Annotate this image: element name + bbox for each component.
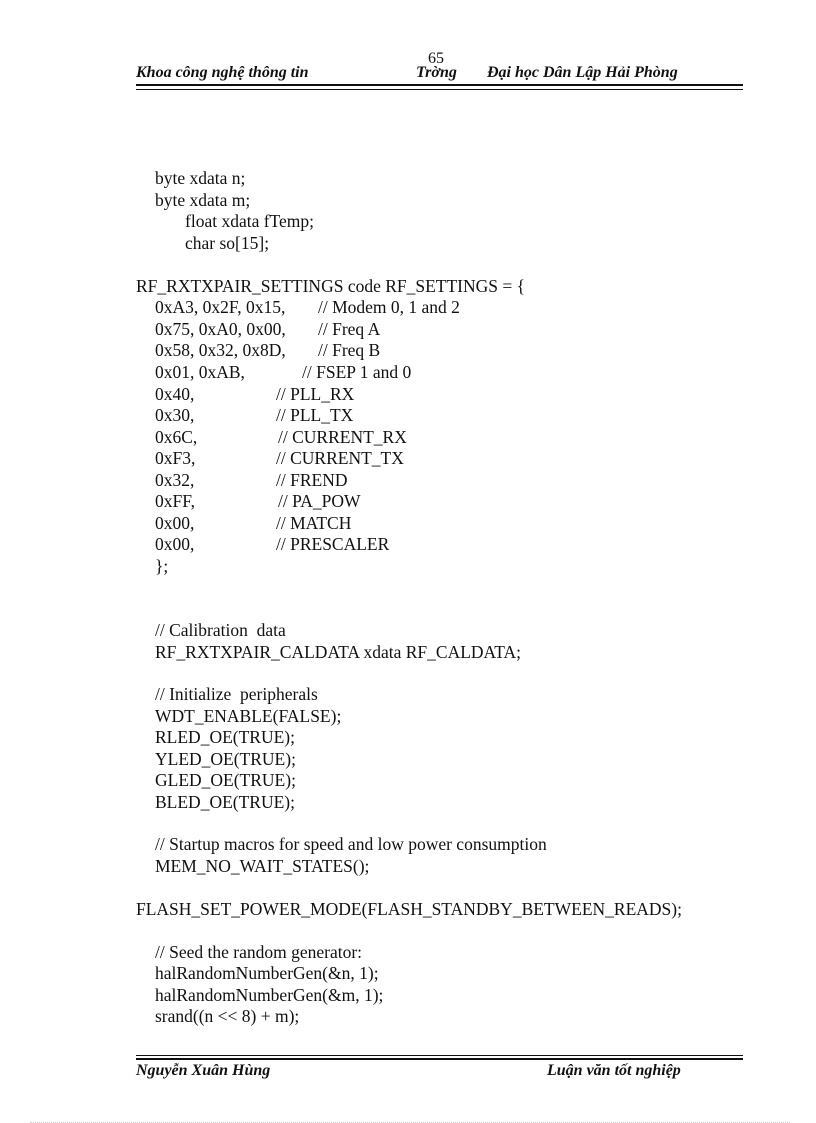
header-school-word: Trờng (416, 64, 457, 81)
settings-value: 0x75, 0xA0, 0x00, (155, 319, 286, 339)
settings-value: 0x6C, (155, 427, 198, 447)
settings-value: 0x00, (155, 534, 195, 554)
code-line: RF_RXTXPAIR_CALDATA xdata RF_CALDATA; (155, 642, 522, 662)
code-line: byte xdata n; (155, 168, 246, 188)
settings-comment: // Modem 0, 1 and 2 (318, 297, 460, 317)
header-rule-thick (136, 84, 743, 86)
settings-value: 0x00, (155, 513, 195, 533)
code-line: BLED_OE(TRUE); (155, 792, 295, 812)
settings-value: 0x30, (155, 405, 195, 425)
footer-author: Nguyễn Xuân Hùng (136, 1062, 271, 1079)
settings-value: 0x40, (155, 384, 195, 404)
code-line: RF_RXTXPAIR_SETTINGS code RF_SETTINGS = { (136, 276, 526, 296)
settings-comment: // Freq A (318, 319, 381, 339)
settings-comment: // CURRENT_TX (276, 448, 404, 468)
header-university: Đại học Dân Lập Hải Phòng (487, 64, 678, 81)
code-line: // Startup macros for speed and low power consumption (155, 834, 547, 854)
code-line: // Initialize peripherals (155, 684, 318, 704)
page-number: 65 (428, 50, 444, 67)
settings-value: 0xA3, 0x2F, 0x15, (155, 297, 286, 317)
header-faculty: Khoa công nghệ thông tin (136, 64, 309, 81)
code-line: halRandomNumberGen(&n, 1); (155, 963, 379, 983)
settings-value: 0x01, 0xAB, (155, 362, 245, 382)
settings-value: 0xFF, (155, 491, 195, 511)
footer-rule-thick (136, 1058, 743, 1060)
footer-thesis: Luận văn tốt nghiệp (547, 1062, 681, 1079)
code-line: RLED_OE(TRUE); (155, 727, 295, 747)
settings-comment: // FSEP 1 and 0 (302, 362, 412, 382)
settings-comment: // MATCH (276, 513, 352, 533)
settings-comment: // FREND (276, 470, 348, 490)
code-line: // Seed the random generator: (155, 942, 363, 962)
code-line: FLASH_SET_POWER_MODE(FLASH_STANDBY_BETWEEN_READS); (136, 899, 682, 919)
code-line: YLED_OE(TRUE); (155, 749, 296, 769)
code-line: GLED_OE(TRUE); (155, 770, 296, 790)
settings-comment: // PA_POW (278, 491, 361, 511)
code-line: // Calibration data (155, 620, 286, 640)
settings-value: 0xF3, (155, 448, 196, 468)
settings-value: 0x32, (155, 470, 195, 490)
header-rule-thin (136, 89, 743, 90)
settings-comment: // PRESCALER (276, 534, 390, 554)
code-line: WDT_ENABLE(FALSE); (155, 706, 342, 726)
code-line: char so[15]; (185, 233, 270, 253)
settings-comment: // PLL_RX (276, 384, 355, 404)
code-line: MEM_NO_WAIT_STATES(); (155, 856, 370, 876)
code-line: byte xdata m; (155, 190, 251, 210)
code-line: srand((n << 8) + m); (155, 1006, 300, 1026)
code-line: }; (155, 556, 169, 576)
code-line: halRandomNumberGen(&m, 1); (155, 985, 384, 1005)
settings-comment: // CURRENT_RX (278, 427, 407, 447)
code-line: float xdata fTemp; (185, 211, 315, 231)
settings-comment: // Freq B (318, 340, 381, 360)
footer-rule-thin (136, 1055, 743, 1056)
settings-value: 0x58, 0x32, 0x8D, (155, 340, 286, 360)
settings-comment: // PLL_TX (276, 405, 354, 425)
